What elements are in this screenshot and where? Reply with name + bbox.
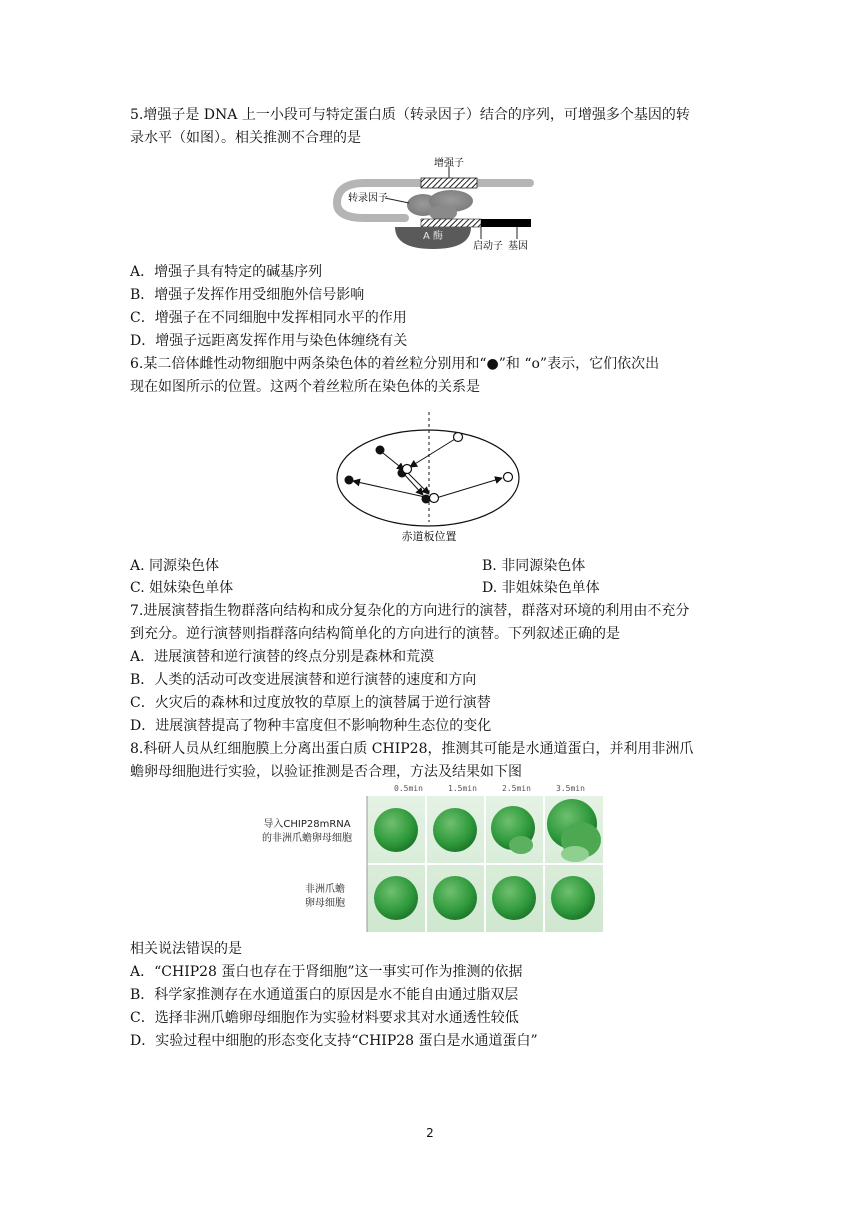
- q5-option-d: D．增强子远距离发挥作用与染色体缠绕有关: [130, 333, 408, 349]
- q8-option-b: B．科学家推测存在水通道蛋白的原因是水不能自由通过脂双层: [130, 987, 519, 1003]
- time-label-2: 2.5min: [502, 784, 531, 793]
- open-centromere: [430, 494, 439, 503]
- label-promoter: 启动子: [473, 241, 503, 252]
- q7-option-b: B．人类的活动可改变进展演替和逆行演替的速度和方向: [130, 672, 477, 688]
- q8-option-c: C．选择非洲爪蟾卵母细胞作为实验材料要求其对水通透性较低: [130, 1010, 519, 1026]
- row1-label-line1: 导入CHIP28mRNA: [263, 819, 351, 830]
- q8-lead: 相关说法错误的是: [130, 941, 242, 957]
- promoter-segment: [421, 219, 481, 227]
- oocyte-bulge: [509, 836, 533, 854]
- row1-label-line2: 的非洲爪蟾卵母细胞: [262, 833, 352, 844]
- oocyte-cell: [374, 876, 418, 920]
- row2-label-line1: 非洲爪蟾: [305, 884, 345, 895]
- time-label-1: 1.5min: [448, 784, 477, 793]
- q5-option-b: B．增强子发挥作用受细胞外信号影响: [130, 287, 365, 303]
- q6-option-c: C. 姐妹染色单体: [130, 580, 234, 596]
- q8-option-d: D．实验过程中细胞的形态变化支持“CHIP28 蛋白是水通道蛋白”: [130, 1033, 538, 1049]
- oocyte-cell: [374, 808, 418, 852]
- label-equatorial-plate: 赤道板位置: [401, 530, 457, 543]
- filled-centromere: [345, 476, 354, 485]
- q7-stem-line1: 7.进展演替指生物群落向结构和成分复杂化的方向进行的演替，群落对环境的利用由不充分: [130, 603, 690, 619]
- oocyte-bulge: [561, 846, 589, 862]
- q7-option-c: C．火灾后的森林和过度放牧的草原上的演替属于逆行演替: [130, 695, 491, 711]
- page-number: 2: [426, 1126, 434, 1140]
- oocyte-cell: [551, 876, 595, 920]
- time-label-3: 3.5min: [556, 784, 585, 793]
- oocyte-cell: [433, 876, 477, 920]
- label-enzyme: A 酶: [422, 231, 444, 242]
- q5-enhancer-diagram: [325, 153, 540, 256]
- q7-stem-line2: 到充分。逆行演替则指群落向结构简单化的方向进行的演替。下列叙述正确的是: [130, 626, 620, 642]
- label-gene: 基因: [508, 241, 528, 252]
- q8-stem-line1: 8.科研人员从红细胞膜上分离出蛋白质 CHIP28，推测其可能是水通道蛋白，并利用非洲爪: [130, 741, 694, 757]
- q6-stem-line1: 6.某二倍体雌性动物细胞中两条染色体的着丝粒分别用和“●”和 “o”表示，它们依次出: [130, 356, 660, 372]
- q5-stem-line1: 5.增强子是 DNA 上一小段可与特定蛋白质（转录因子）结合的序列，可增强多个基因的转: [130, 107, 690, 123]
- cell-outline: [337, 430, 519, 526]
- q7-option-d: D．进展演替提高了物种丰富度但不影响物种生态位的变化: [130, 718, 492, 734]
- q6-option-d: D. 非姐妹染色单体: [482, 580, 600, 596]
- q7-option-a: A．进展演替和逆行演替的终点分别是森林和荒漠: [130, 649, 435, 665]
- q6-stem-line2: 现在如图所示的位置。这两个着丝粒所在染色体的关系是: [130, 379, 480, 395]
- q5-stem-line2: 录水平（如图）。相关推测不合理的是: [130, 130, 361, 146]
- enhancer-segment: [421, 178, 477, 188]
- q6-cell-diagram: [333, 410, 525, 545]
- q6-option-a: A. 同源染色体: [130, 558, 220, 574]
- q8-oocyte-experiment-figure: [245, 782, 605, 935]
- open-centromere: [454, 433, 463, 442]
- time-label-0: 0.5min: [394, 784, 423, 793]
- q6-option-b: B. 非同源染色体: [482, 558, 586, 574]
- open-centromere: [504, 473, 513, 482]
- q5-option-c: C．增强子在不同细胞中发挥相同水平的作用: [130, 310, 407, 326]
- label-transcription-factor: 转录因子: [348, 193, 388, 204]
- filled-centromere: [376, 446, 385, 455]
- gene-segment: [481, 219, 531, 227]
- oocyte-cell: [492, 876, 536, 920]
- q8-option-a: A．“CHIP28 蛋白也存在于肾细胞”这一事实可作为推测的依据: [130, 964, 523, 980]
- label-enhancer: 增强子: [434, 158, 464, 169]
- open-centromere: [403, 465, 412, 474]
- q8-stem-line2: 蟾卵母细胞进行实验，以验证推测是否合理，方法及结果如下图: [130, 764, 522, 780]
- row2-label-line2: 卵母细胞: [305, 898, 345, 909]
- oocyte-cell: [433, 808, 477, 852]
- q5-option-a: A．增强子具有特定的碱基序列: [130, 264, 323, 280]
